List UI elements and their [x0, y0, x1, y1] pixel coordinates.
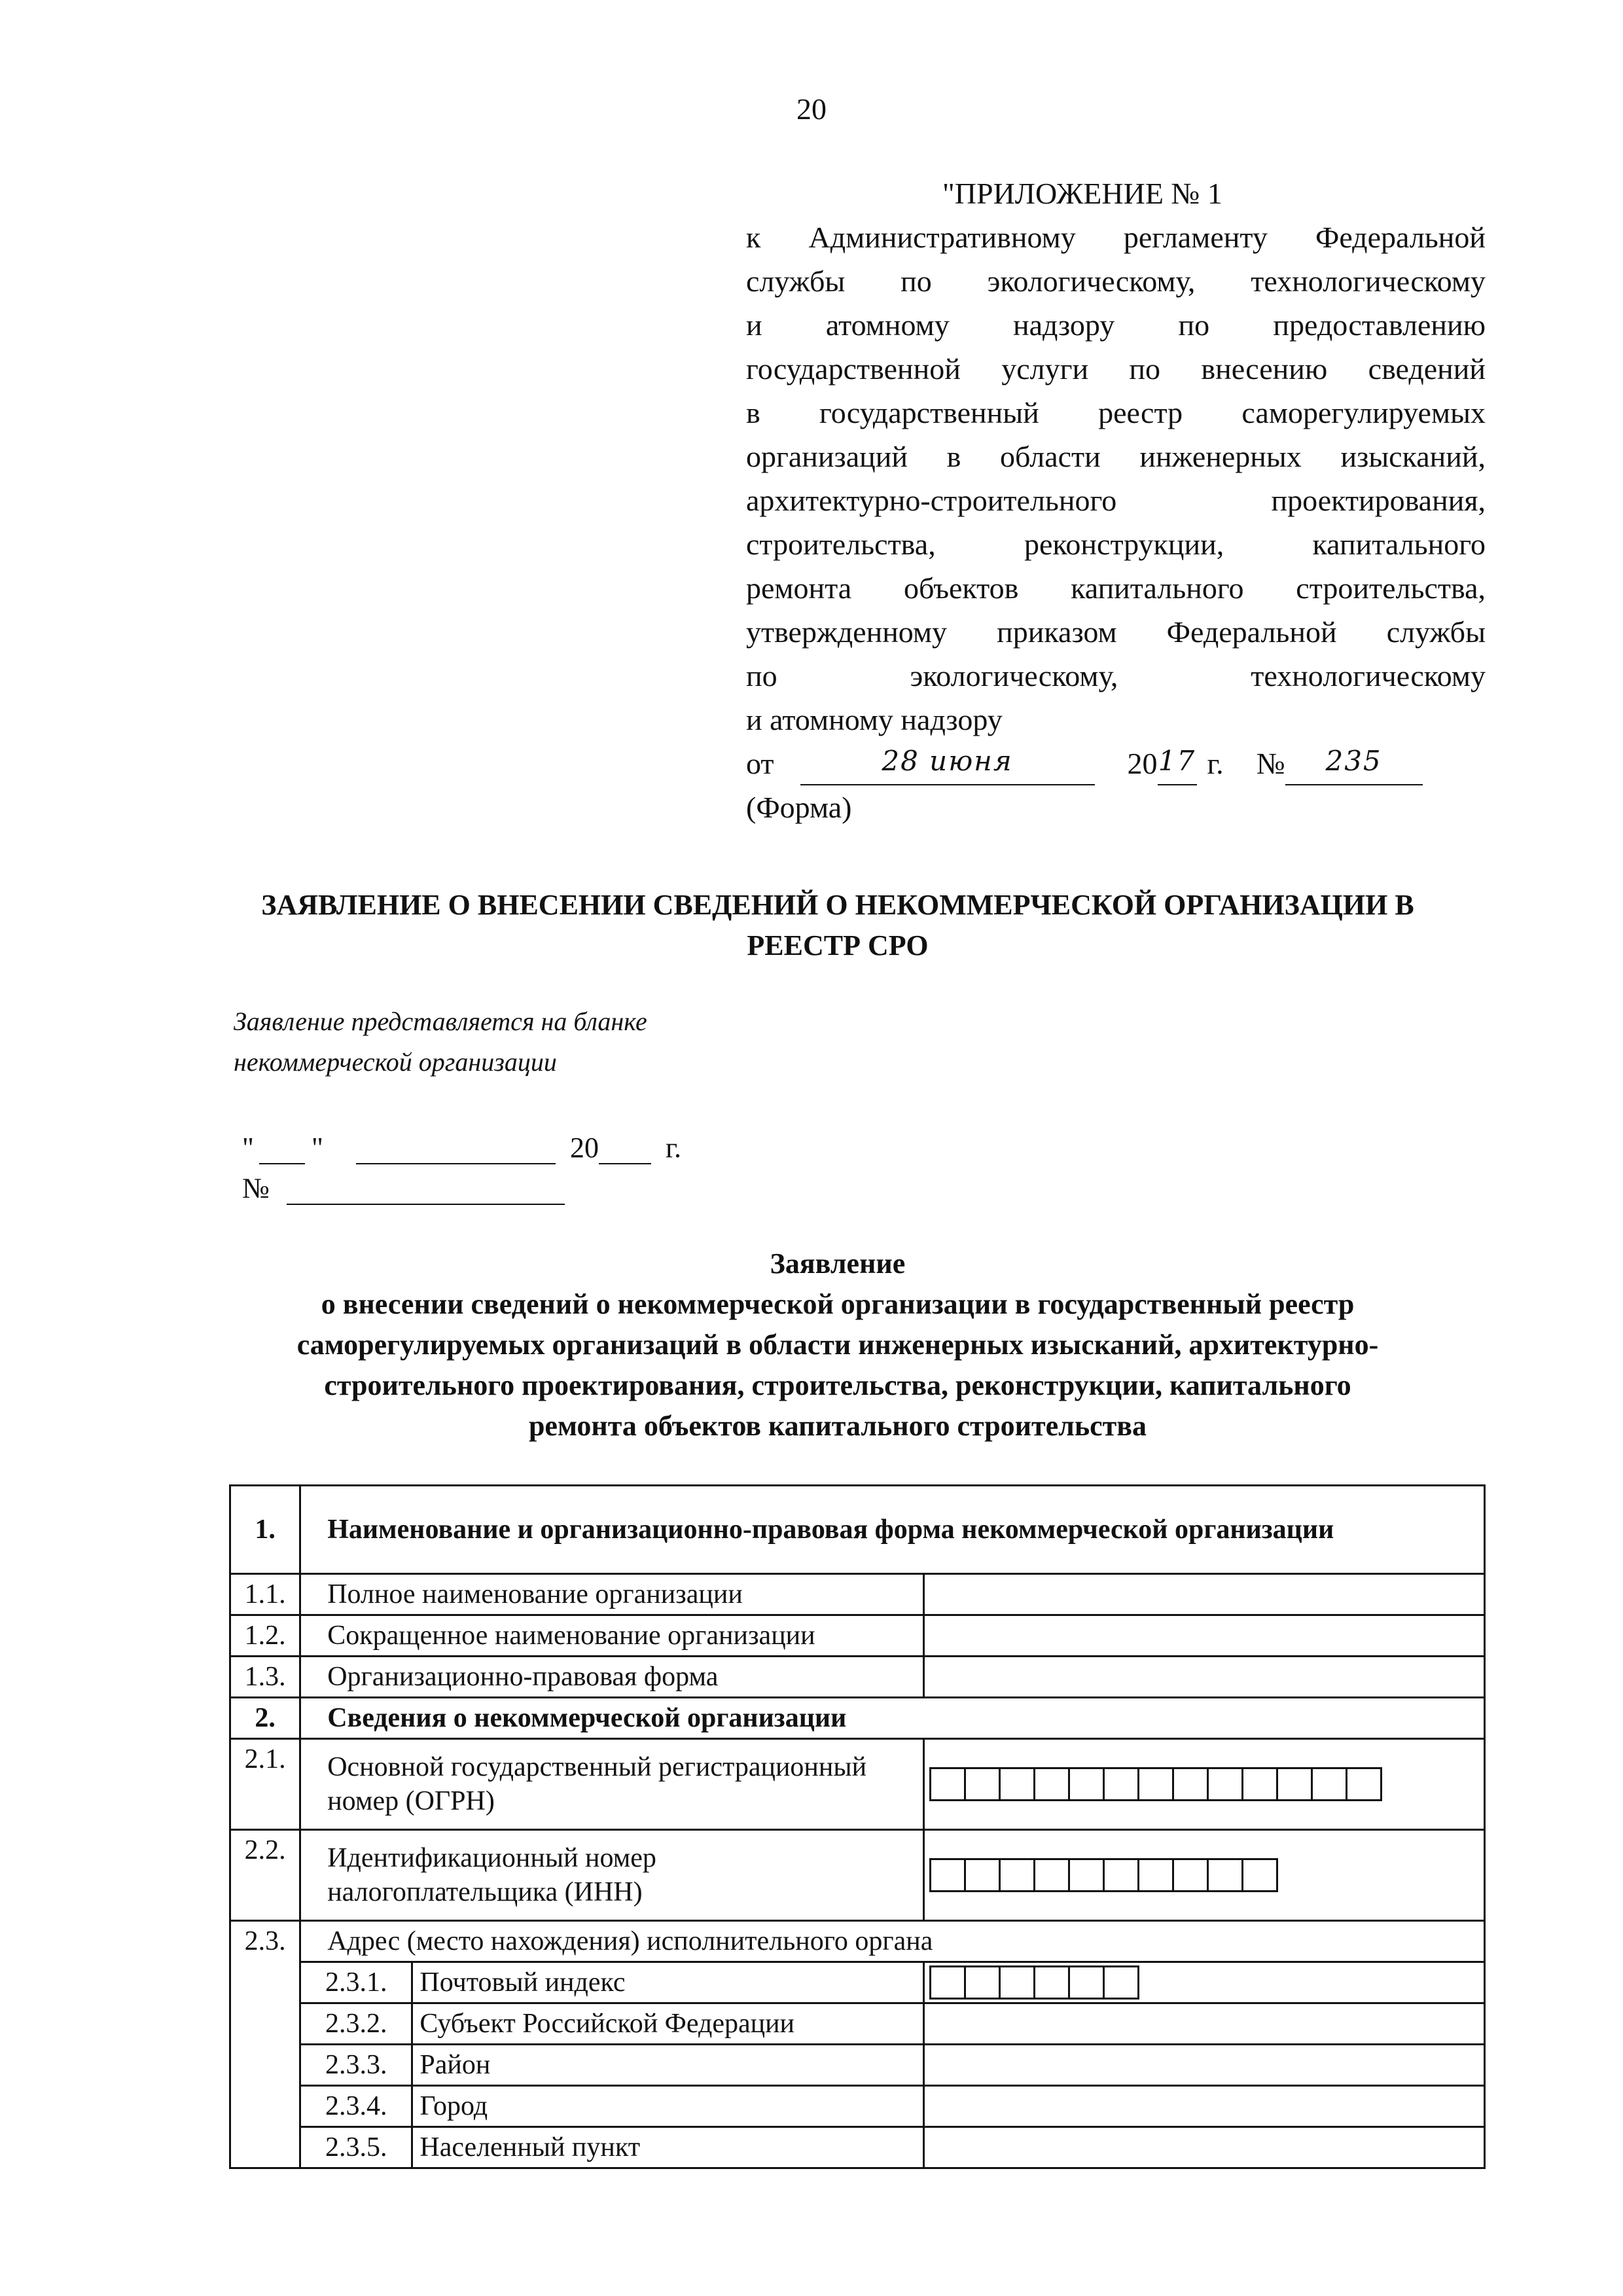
inn-digit-cells [931, 1858, 1477, 1892]
address-row-number: 2.3.5. [300, 2127, 412, 2168]
table-row [230, 1921, 1485, 1962]
row-label: Сокращенное наименование организации [300, 1615, 924, 1657]
ogrn-label-line: Основной государственный регистрационный [327, 1752, 867, 1782]
address-row-label: Район [412, 2045, 924, 2086]
row-label: Адрес (место нахождения) исполнительного органа [300, 1921, 1485, 1962]
order-reference [746, 742, 1486, 785]
address-row-number: 2.3.3. [300, 2045, 412, 2086]
address-row-label: Субъект Российской Федерации [412, 2003, 924, 2045]
address-row-number: 2.3.2. [300, 2003, 412, 2045]
row-number: 2.3. [230, 1921, 300, 2168]
row-label [300, 1739, 924, 1830]
address-row-label: Населенный пункт [412, 2127, 924, 2168]
form-label: (Форма) [746, 791, 852, 824]
ogrn-digit-cells [931, 1767, 1477, 1801]
short-name-field[interactable] [924, 1615, 1485, 1657]
quote-open: " [242, 1132, 254, 1164]
note-line: Заявление представляется на бланке [234, 1007, 647, 1036]
row-number: 2.1. [230, 1739, 300, 1830]
statement-heading: Заявление [770, 1247, 906, 1280]
city-field[interactable] [924, 2086, 1485, 2127]
postal-code-field[interactable] [924, 1962, 1485, 2003]
appendix-line: организаций в области инженерных изысканий, [746, 440, 1486, 473]
order-number-field [1285, 745, 1423, 785]
inn-label-line: налогоплательщика (ИНН) [327, 1877, 643, 1907]
order-from-label: от [746, 747, 774, 780]
region-field[interactable] [924, 2003, 1485, 2045]
application-form-table [229, 1484, 1486, 2169]
appendix-line: архитектурно-строительного проектирования, [746, 484, 1486, 517]
row-number: 1.1. [230, 1574, 300, 1615]
number-label: № [242, 1172, 270, 1204]
row-label [300, 1830, 924, 1921]
row-label: Организационно-правовая форма [300, 1657, 924, 1698]
statement-line: саморегулируемых организаций в области инженерных изысканий, архитектурно- [296, 1329, 1379, 1361]
row-label: Полное наименование организации [300, 1574, 924, 1615]
note-line: некоммерческой организации [234, 1047, 557, 1077]
table-row [230, 1830, 1485, 1921]
number-fields [242, 1172, 565, 1205]
table-row [230, 1574, 1485, 1615]
letterhead-note [234, 1001, 647, 1083]
row-number: 1.3. [230, 1657, 300, 1698]
address-row [230, 2086, 1485, 2127]
table-section-row [230, 1486, 1485, 1574]
page-number: 20 [796, 92, 827, 126]
day-field[interactable] [259, 1134, 305, 1164]
table-section-row [230, 1698, 1485, 1739]
postal-digit-cells [931, 1965, 1477, 2000]
address-row [230, 2127, 1485, 2168]
year-prefix: 20 [569, 1132, 599, 1164]
order-number-handwritten: 235 [1325, 745, 1382, 777]
address-row-number: 2.3.1. [300, 1962, 412, 2003]
table-row [230, 1615, 1485, 1657]
address-row-label: Почтовый индекс [412, 1962, 924, 2003]
order-number-label: № [1256, 747, 1285, 780]
district-field[interactable] [924, 2045, 1485, 2086]
appendix-line: и атомному надзору по предоставлению [746, 308, 1486, 342]
appendix-title: "ПРИЛОЖЕНИЕ № 1 [942, 177, 1222, 210]
address-row-label: Город [412, 2086, 924, 2127]
section-label: Сведения о некоммерческой организации [300, 1698, 1485, 1739]
statement-line: строительного проектирования, строительства, реконструкции, капитального [324, 1369, 1351, 1401]
main-title-line: ЗАЯВЛЕНИЕ О ВНЕСЕНИИ СВЕДЕНИЙ О НЕКОММЕРЧЕСКОЙ ОРГАНИЗАЦИИ В [261, 889, 1414, 921]
appendix-line: службы по экологическому, технологическому [746, 264, 1486, 298]
address-row-number: 2.3.4. [300, 2086, 412, 2127]
year-suffix: г. [665, 1132, 682, 1164]
row-number: 1.2. [230, 1615, 300, 1657]
appendix-body [746, 215, 1486, 698]
appendix-line: к Административному регламенту Федеральной [746, 221, 1486, 254]
appendix-line: утвержденному приказом Федеральной службы [746, 615, 1486, 649]
address-row [230, 1962, 1485, 2003]
order-year-handwritten: 17 [1158, 745, 1196, 777]
legal-form-field[interactable] [924, 1657, 1485, 1698]
appendix-last-line: и атомному надзору [746, 703, 1003, 736]
statement-title [196, 1244, 1479, 1446]
order-year-field [1158, 745, 1197, 785]
settlement-field[interactable] [924, 2127, 1485, 2168]
order-date-field [800, 745, 1095, 785]
month-field[interactable] [356, 1134, 556, 1164]
address-row [230, 2045, 1485, 2086]
date-fields [242, 1131, 681, 1164]
number-field[interactable] [287, 1175, 565, 1205]
main-title-line: РЕЕСТР СРО [747, 929, 929, 961]
appendix-block [746, 171, 1486, 829]
ogrn-field[interactable] [924, 1739, 1485, 1830]
appendix-line: в государственный реестр саморегулируемых [746, 396, 1486, 429]
section-number: 1. [230, 1486, 300, 1574]
appendix-line: ремонта объектов капитального строительства, [746, 571, 1486, 605]
statement-line: ремонта объектов капитального строительства [528, 1410, 1147, 1442]
inn-field[interactable] [924, 1830, 1485, 1921]
address-row [230, 2003, 1485, 2045]
year-field[interactable] [599, 1134, 651, 1164]
appendix-line: по экологическому, технологическому [746, 659, 1486, 692]
row-number: 2.2. [230, 1830, 300, 1921]
main-title [196, 885, 1479, 966]
quote-close: " [311, 1132, 323, 1164]
section-label: Наименование и организационно-правовая форма некоммерческой организации [300, 1486, 1485, 1574]
table-row [230, 1739, 1485, 1830]
statement-line: о внесении сведений о некоммерческой организации в государственный реестр [321, 1288, 1355, 1320]
order-year-suffix: г. [1207, 747, 1224, 780]
order-date-handwritten: 28 июня [882, 745, 1013, 777]
appendix-line: строительства, реконструкции, капитального [746, 528, 1486, 561]
section-number: 2. [230, 1698, 300, 1739]
ogrn-label-line: номер (ОГРН) [327, 1786, 495, 1816]
table-row [230, 1657, 1485, 1698]
order-year-prefix: 20 [1127, 747, 1158, 780]
appendix-line: государственной услуги по внесению сведений [746, 352, 1486, 386]
full-name-field[interactable] [924, 1574, 1485, 1615]
inn-label-line: Идентификационный номер [327, 1843, 656, 1873]
